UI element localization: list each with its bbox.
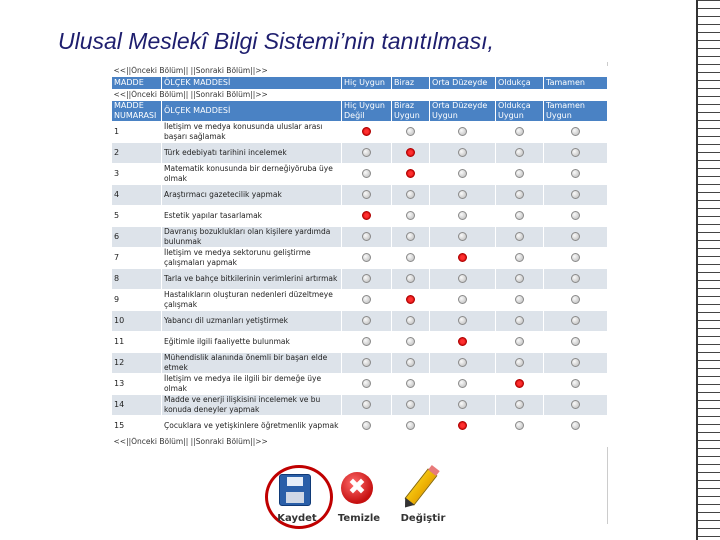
radio-option-4[interactable] [515,295,524,304]
option-cell [392,122,430,143]
radio-option-5[interactable] [571,274,580,283]
header-option-3: Orta Düzeyde [430,77,496,90]
item-number: 12 [112,353,162,374]
header-option-2: Biraz [392,77,430,90]
radio-option-1[interactable] [362,232,371,241]
option-cell [342,269,392,290]
radio-option-2[interactable] [406,211,415,220]
nav-prefix: <<|| [113,66,132,75]
option-cell [496,122,544,143]
radio-option-5[interactable] [571,358,580,367]
option-cell [430,269,496,290]
radio-option-3[interactable] [458,337,467,346]
item-text: Türk edebiyatı tarihini incelemek [162,143,342,164]
radio-option-4[interactable] [515,400,524,409]
header-scale-item: ÖLÇEK MADDESİ [162,101,342,122]
option-cell [496,290,544,311]
radio-option-5[interactable] [571,232,580,241]
change-button-label: Değiştir [400,513,446,524]
table-row [112,164,608,185]
option-cell [544,311,608,332]
option-cell [342,353,392,374]
radio-option-2[interactable] [406,337,415,346]
page-title: Ulusal Meslekî Bilgi Sistemi’nin tanıtılması, [58,28,494,54]
option-cell [392,248,430,269]
nav-suffix: ||>> [250,437,268,446]
item-text: Tarla ve bahçe bitkilerinin verimlerini artırmak [162,269,342,290]
option-cell [496,185,544,206]
option-cell [496,164,544,185]
option-cell [496,332,544,353]
table-row [112,416,608,437]
item-text: Madde ve enerji ilişkisini incelemek ve bu konuda deneyler yapmak [162,395,342,416]
radio-option-1[interactable] [362,379,371,388]
next-section-link[interactable]: Sonraki Bölüm [195,66,251,75]
table-row [112,185,608,206]
option-cell [544,353,608,374]
radio-option-2[interactable] [406,190,415,199]
option-cell [430,164,496,185]
option-cell [544,164,608,185]
item-text: Yabancı dil uzmanları yetiştirmek [162,311,342,332]
option-cell [342,206,392,227]
table-header-row [112,77,608,90]
item-text: Mühendislik alanında önemli bir başarı elde etmek [162,353,342,374]
option-cell [496,311,544,332]
nav-prefix: <<|| [113,437,132,446]
option-cell [392,290,430,311]
item-number: 7 [112,248,162,269]
item-number: 1 [112,122,162,143]
radio-option-2[interactable] [406,421,415,430]
section-nav-row [112,437,608,448]
option-cell [430,185,496,206]
option-cell [430,311,496,332]
item-text: İletişim ve medya ile ilgili bir demeğe üye olmak [162,374,342,395]
clear-button-label: Temizle [337,513,381,524]
item-text: Estetik yapılar tasarlamak [162,206,342,227]
option-cell [544,290,608,311]
radio-option-2[interactable] [406,274,415,283]
radio-option-4[interactable] [515,421,524,430]
option-cell [430,248,496,269]
pencil-icon [405,468,438,505]
nav-prefix: <<|| [113,90,132,99]
radio-option-4[interactable] [515,127,524,136]
header-option-4: Oldukça Uygun [496,101,544,122]
radio-option-4[interactable] [515,358,524,367]
section-nav-row [112,90,608,101]
option-cell [392,416,430,437]
nav-suffix: ||>> [250,66,268,75]
option-cell [430,395,496,416]
table-row [112,143,608,164]
table-header-row [112,101,608,122]
radio-option-5[interactable] [571,127,580,136]
radio-option-1[interactable] [362,253,371,262]
table-row [112,269,608,290]
radio-option-1[interactable] [362,400,371,409]
radio-option-2[interactable] [406,127,415,136]
radio-option-3[interactable] [458,190,467,199]
option-cell [496,248,544,269]
table-row [112,332,608,353]
item-number: 6 [112,227,162,248]
option-cell [496,143,544,164]
header-option-4: Oldukça [496,77,544,90]
option-cell [392,269,430,290]
nav-separator: || || [183,66,196,75]
save-button[interactable] [267,466,327,524]
radio-option-2[interactable] [406,169,415,178]
option-cell [342,248,392,269]
radio-option-1[interactable] [362,211,371,220]
header-option-1: Hiç Uygun [342,77,392,90]
radio-option-3[interactable] [458,316,467,325]
item-number: 15 [112,416,162,437]
section-nav [112,437,608,448]
option-cell [496,206,544,227]
next-section-link[interactable]: Sonraki Bölüm [195,437,251,446]
option-cell [430,332,496,353]
radio-option-3[interactable] [458,232,467,241]
option-cell [544,395,608,416]
radio-option-1[interactable] [362,337,371,346]
item-number: 10 [112,311,162,332]
item-number: 4 [112,185,162,206]
option-cell [544,185,608,206]
radio-option-1[interactable] [362,316,371,325]
radio-option-5[interactable] [571,295,580,304]
table-row [112,374,608,395]
radio-option-2[interactable] [406,295,415,304]
option-cell [544,227,608,248]
radio-option-4[interactable] [515,337,524,346]
section-nav-row [112,66,608,77]
item-text: Hastalıkların oluşturan nedenleri düzeltmeye çalışmak [162,290,342,311]
close-icon: ✖ [341,472,373,504]
option-cell [392,374,430,395]
radio-option-5[interactable] [571,337,580,346]
header-option-1: Hiç Uygun Değil [342,101,392,122]
option-cell [392,311,430,332]
radio-option-5[interactable] [571,169,580,178]
nav-separator: || || [183,90,196,99]
radio-option-3[interactable] [458,127,467,136]
radio-option-4[interactable] [515,316,524,325]
option-cell [496,269,544,290]
item-number: 5 [112,206,162,227]
radio-option-3[interactable] [458,253,467,262]
radio-option-5[interactable] [571,400,580,409]
table-row [112,353,608,374]
radio-option-2[interactable] [406,316,415,325]
option-cell [342,122,392,143]
option-cell [342,290,392,311]
radio-option-1[interactable] [362,190,371,199]
header-option-2: Biraz Uygun [392,101,430,122]
option-cell [342,416,392,437]
item-number: 14 [112,395,162,416]
item-number: 3 [112,164,162,185]
option-cell [342,143,392,164]
option-cell [342,395,392,416]
header-option-5: Tamamen [544,77,608,90]
radio-option-1[interactable] [362,421,371,430]
table-row [112,290,608,311]
option-cell [496,227,544,248]
radio-option-4[interactable] [515,169,524,178]
item-number: 11 [112,332,162,353]
table-row [112,248,608,269]
radio-option-2[interactable] [406,253,415,262]
item-number: 9 [112,290,162,311]
option-cell [392,353,430,374]
option-cell [430,353,496,374]
radio-option-5[interactable] [571,211,580,220]
option-cell [544,332,608,353]
item-text: Eğitimle ilgili faaliyette bulunmak [162,332,342,353]
option-cell [342,227,392,248]
radio-option-4[interactable] [515,190,524,199]
action-buttons [267,466,457,526]
item-text: İletişim ve medya konusunda uluslar arası başarı sağlamak [162,122,342,143]
radio-option-3[interactable] [458,421,467,430]
prev-section-link[interactable]: Önceki Bölüm [131,66,184,75]
radio-option-3[interactable] [458,148,467,157]
radio-option-2[interactable] [406,232,415,241]
table-row [112,311,608,332]
radio-option-2[interactable] [406,358,415,367]
option-cell [430,416,496,437]
radio-option-5[interactable] [571,421,580,430]
option-cell [430,143,496,164]
table-row [112,122,608,143]
option-cell [392,395,430,416]
prev-section-link[interactable]: Önceki Bölüm [131,90,184,99]
item-text: Davranış bozuklukları olan kişilere yardımda bulunmak [162,227,342,248]
header-option-5: Tamamen Uygun [544,101,608,122]
option-cell [544,269,608,290]
option-cell [392,332,430,353]
radio-option-5[interactable] [571,253,580,262]
radio-option-3[interactable] [458,358,467,367]
table-row [112,227,608,248]
radio-option-2[interactable] [406,379,415,388]
table-row [112,206,608,227]
save-button-label: Kaydet [277,513,317,524]
option-cell [544,206,608,227]
option-cell [342,374,392,395]
option-cell [342,311,392,332]
option-cell [392,206,430,227]
item-number: 2 [112,143,162,164]
radio-option-3[interactable] [458,295,467,304]
header-option-3: Orta Düzeyde Uygun [430,101,496,122]
section-nav [112,66,608,77]
item-number: 8 [112,269,162,290]
radio-option-1[interactable] [362,169,371,178]
option-cell [430,374,496,395]
radio-option-1[interactable] [362,148,371,157]
radio-option-4[interactable] [515,379,524,388]
radio-option-3[interactable] [458,400,467,409]
header-scale-item: ÖLÇEK MADDESİ [162,77,342,90]
radio-option-1[interactable] [362,127,371,136]
radio-option-4[interactable] [515,274,524,283]
item-text: İletişim ve medya sektorunu geliştirme çalışmaları yapmak [162,248,342,269]
item-text: Matematik konusunda bir derneğiyöruba üye olmak [162,164,342,185]
nav-suffix: ||>> [250,90,268,99]
radio-option-1[interactable] [362,295,371,304]
option-cell [544,122,608,143]
option-cell [496,416,544,437]
radio-option-5[interactable] [571,316,580,325]
radio-option-2[interactable] [406,400,415,409]
radio-option-3[interactable] [458,169,467,178]
option-cell [496,374,544,395]
radio-option-4[interactable] [515,232,524,241]
decorative-border [696,0,720,540]
prev-section-link[interactable]: Önceki Bölüm [131,437,184,446]
item-text: Araştırmacı gazetecilik yapmak [162,185,342,206]
section-nav [112,90,608,101]
header-item-number: MADDE NUMARASI [112,101,162,122]
radio-option-2[interactable] [406,148,415,157]
header-item-number: MADDE [112,77,162,90]
option-cell [392,143,430,164]
nav-separator: || || [183,437,196,446]
radio-option-3[interactable] [458,211,467,220]
option-cell [544,143,608,164]
radio-option-4[interactable] [515,148,524,157]
radio-option-5[interactable] [571,190,580,199]
table-row [112,395,608,416]
option-cell [544,248,608,269]
option-cell [430,206,496,227]
option-cell [342,332,392,353]
radio-option-5[interactable] [571,148,580,157]
option-cell [430,227,496,248]
item-text: Çocuklara ve yetişkinlere öğretmenlik yapmak [162,416,342,437]
clear-button[interactable] [329,466,389,524]
radio-option-4[interactable] [515,211,524,220]
option-cell [430,290,496,311]
radio-option-3[interactable] [458,379,467,388]
option-cell [496,395,544,416]
option-cell [392,164,430,185]
survey-table [111,66,608,447]
option-cell [430,122,496,143]
radio-option-3[interactable] [458,274,467,283]
option-cell [544,416,608,437]
radio-option-5[interactable] [571,379,580,388]
radio-option-4[interactable] [515,253,524,262]
radio-option-1[interactable] [362,274,371,283]
change-button[interactable] [393,466,453,524]
option-cell [544,374,608,395]
floppy-disk-icon [279,474,311,506]
option-cell [392,227,430,248]
option-cell [342,164,392,185]
item-number: 13 [112,374,162,395]
option-cell [392,185,430,206]
next-section-link[interactable]: Sonraki Bölüm [195,90,251,99]
radio-option-1[interactable] [362,358,371,367]
option-cell [342,185,392,206]
option-cell [496,353,544,374]
